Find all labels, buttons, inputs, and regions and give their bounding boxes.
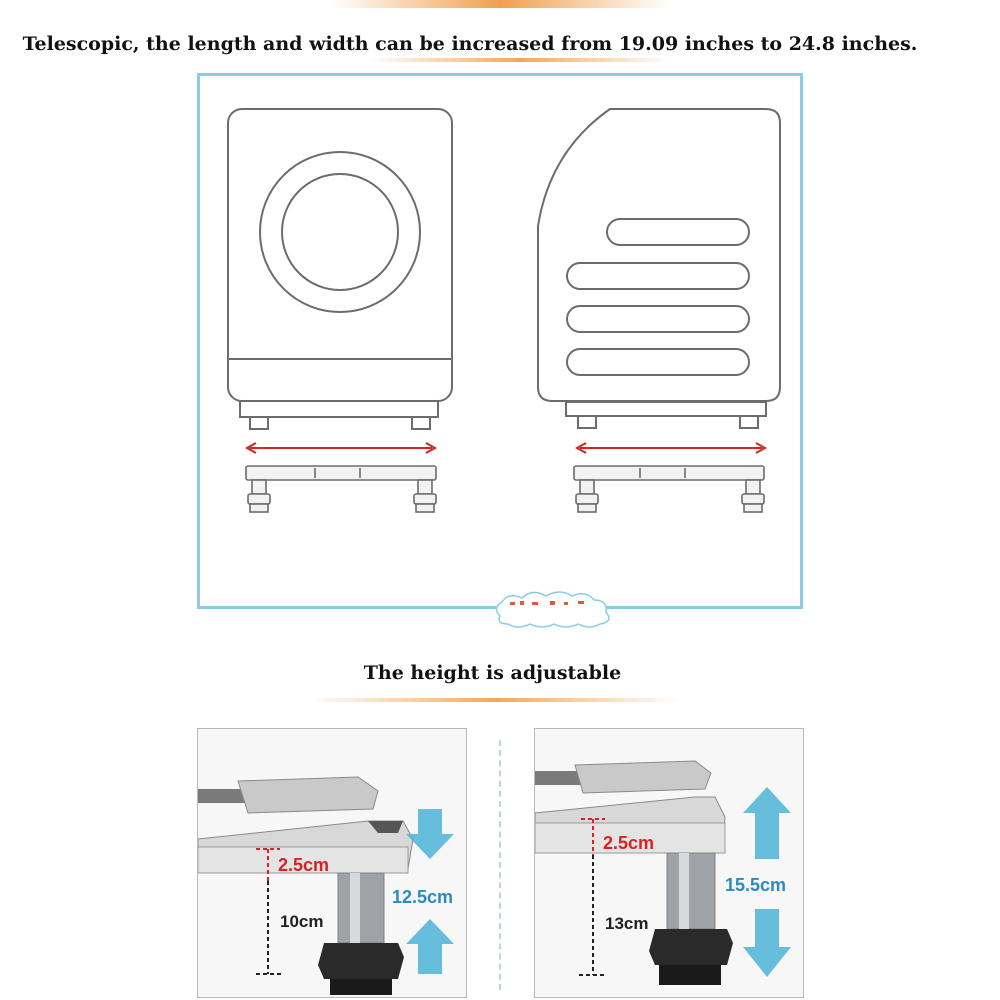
diagram-panel [197, 73, 803, 609]
headline-underline-2 [310, 698, 680, 702]
right-leg-measure: 13cm [605, 914, 649, 933]
width-dimension-red [247, 443, 765, 453]
headline-telescopic: Telescopic, the length and width can be increased from 19.09 inches to 24.8 inches. [22, 33, 918, 55]
left-top-measure: 2.5cm [278, 855, 330, 875]
top-accent-bar [330, 0, 670, 8]
washer-diagram [200, 76, 800, 606]
left-total-measure: 12.5cm [392, 887, 454, 907]
left-leg-measure: 10cm [280, 912, 324, 931]
front-washer-outline [228, 109, 452, 429]
photo-divider [499, 740, 501, 990]
photo-low-height [197, 728, 467, 998]
high-height-leg-illustration [535, 729, 804, 998]
side-stand-drawing [574, 466, 764, 512]
cloud-decoration [490, 588, 620, 630]
low-height-leg-illustration [198, 729, 467, 998]
side-washer-outline [538, 109, 780, 428]
right-top-measure: 2.5cm [603, 833, 655, 853]
headline-height-adjustable: The height is adjustable [363, 662, 622, 684]
photo-high-height [534, 728, 804, 998]
right-total-measure: 15.5cm [725, 875, 787, 895]
headline-underline [370, 58, 670, 62]
front-stand-drawing [246, 466, 436, 512]
